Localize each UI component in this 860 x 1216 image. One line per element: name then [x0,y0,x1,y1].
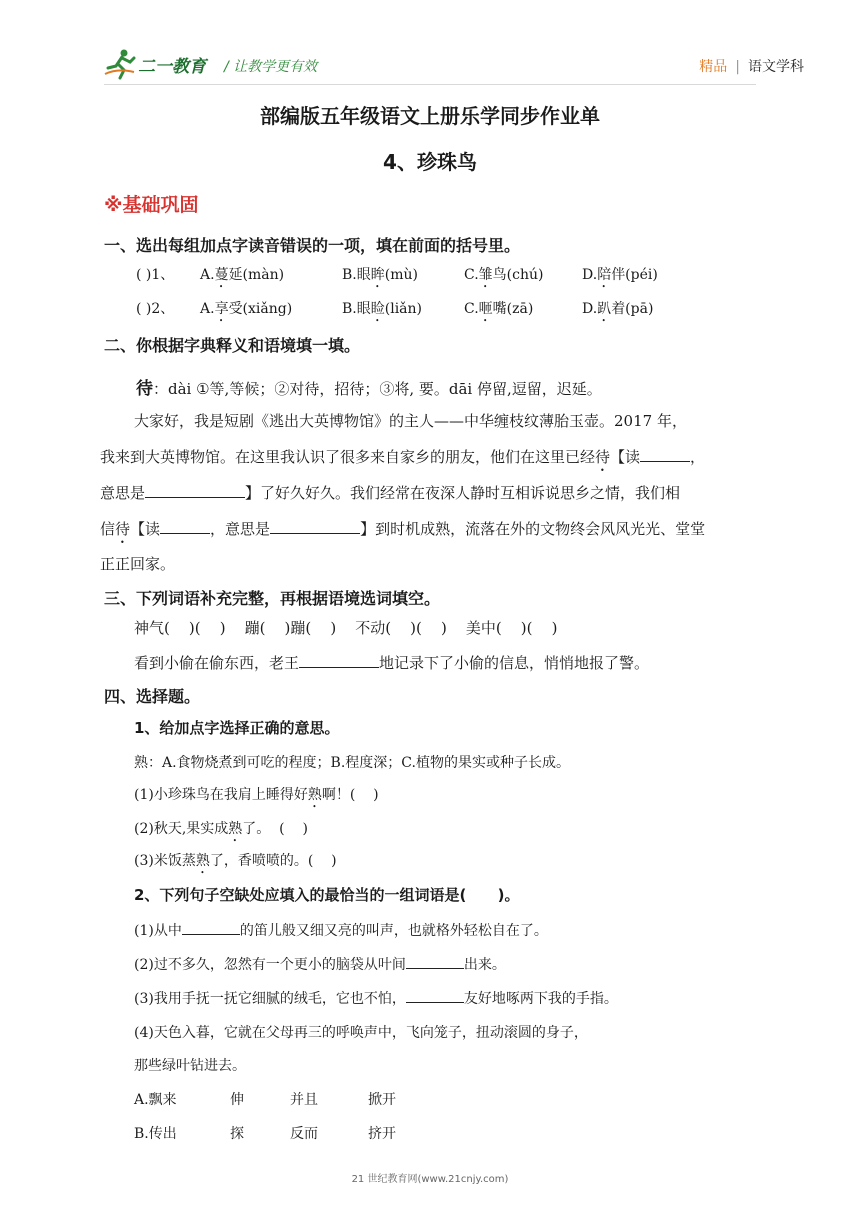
q4-sub1-item-1: (1)小珍珠鸟在我肩上睡得好熟啊！( ) [134,787,379,803]
q4-blank-1[interactable] [182,920,240,935]
q4-sub1-item-2: (2)秋天,果实成熟了。 ( ) [134,821,308,837]
header-divider [104,84,756,85]
header-separator: | [735,59,740,75]
q2-paragraph-line-1: 大家好，我是短剧《逃出大英博物馆》的主人——中华缠枝纹薄胎玉壶。2017 年， [134,412,687,430]
q4-sub1-title: 1、给加点字选择正确的意思。 [134,719,340,737]
subject-label: 语文学科 [748,59,804,75]
q4-title: 四、选择题。 [104,687,201,706]
q4-blank-3[interactable] [406,988,464,1003]
slogan: / 让教学更有效 [224,59,318,75]
q2-char: 待 [136,379,153,399]
q1-row1-option-c: C.雏鸟(chú) [464,267,544,283]
q3-blank[interactable] [299,653,379,668]
q1-row2-option-b: B.眼睑(liǎn) [342,301,422,317]
q1-row2-blank: ( )2、 [136,301,175,317]
document-title: 部编版五年级语文上册乐学同步作业单 [260,104,600,128]
runner-logo-icon [104,48,138,80]
q1-row1-option-b: B.眼眸(mù) [342,267,418,283]
q2-paragraph-line-2: 我来到大英博物馆。在这里我认识了很多来自家乡的朋友，他们在这里已经待【读 ， [100,448,706,466]
q4-sub1-definition: 熟：A.食物烧煮到可吃的程度；B.程度深；C.植物的果实或种子长成。 [134,755,570,771]
q3-title: 三、下列词语补充完整，再根据语境选词填空。 [104,589,441,608]
q2-blank-meaning-1[interactable] [145,483,245,498]
q2-blank-reading-2[interactable] [160,519,210,534]
lesson-title: 4、珍珠鸟 [383,150,477,174]
q4-blank-2[interactable] [406,954,464,969]
section-basic: ※基础巩固 [104,194,199,216]
page-footer: 21 世纪教育网(www.21cnjy.com) [351,1174,509,1185]
header-right [699,56,804,76]
q1-title: 一、选出每组加点字读音错误的一项，填在前面的括号里。 [104,236,521,255]
logo-text: 二一教育 [138,57,206,77]
q1-row2-option-d: D.趴着(pā) [582,301,654,317]
q1-row1-blank: ( )1、 [136,267,175,283]
q2-paragraph-line-5: 正正回家。 [100,555,176,573]
quality-badge: 精品 [699,59,728,75]
q1-row2-option-c: C.咂嘴(zā) [464,301,534,317]
q3-sentence: 看到小偷在偷东西，老王 地记录下了小偷的信息，悄悄地报了警。 [134,654,650,672]
q2-paragraph-line-3: 意思是 】了好久好久。我们经常在夜深人静时互相诉说思乡之情，我们相 [100,484,681,502]
q4-sub2-sentence-2: (2)过不多久，忽然有一个更小的脑袋从叶间 出来。 [134,954,506,974]
q4-sub2-sentence-4-cont: 那些绿叶钻进去。 [134,1058,246,1074]
q2-paragraph-line-4: 信待【读 ，意思是 】到时机成熟，流落在外的文物终会风风光光、堂堂 [100,520,706,538]
q4-sub2-sentence-1: (1)从中 的笛儿般又细又亮的叫声，也就格外轻松自在了。 [134,920,548,940]
q4-sub2-title: 2、下列句子空缺处应填入的最恰当的一组词语是( )。 [134,886,520,904]
q4-sub2-sentence-3: (3)我用手抚一抚它细腻的绒毛，它也不怕， 友好地啄两下我的手指。 [134,988,618,1008]
q1-row2-option-a: A.享受(xiǎng) [200,301,293,317]
q2-blank-meaning-2[interactable] [270,519,360,534]
logo [104,48,222,80]
q1-row1-option-d: D.陪伴(péi) [582,267,658,283]
q3-words: 神气( )( ) 蹦( )蹦( ) 不动( )( ) 美中( )( ) [134,619,558,637]
q2-definition: 待：dài ①等,等候；②对待，招待；③将, 要。dāi 停留,逗留，迟延。 [136,379,602,399]
page-header [104,48,804,82]
q2-title: 二、你根据字典释义和语境填一填。 [104,336,361,355]
q4-sub2-sentence-4: (4)天色入暮，它就在父母再三的呼唤声中，飞向笼子，扭动滚圆的身子， [134,1025,588,1041]
q2-blank-reading-1[interactable] [640,447,690,462]
q1-row1-option-a: A.蔓延(màn) [200,267,285,283]
q4-sub1-item-3: (3)米饭蒸熟了，香喷喷的。( ) [134,853,337,869]
